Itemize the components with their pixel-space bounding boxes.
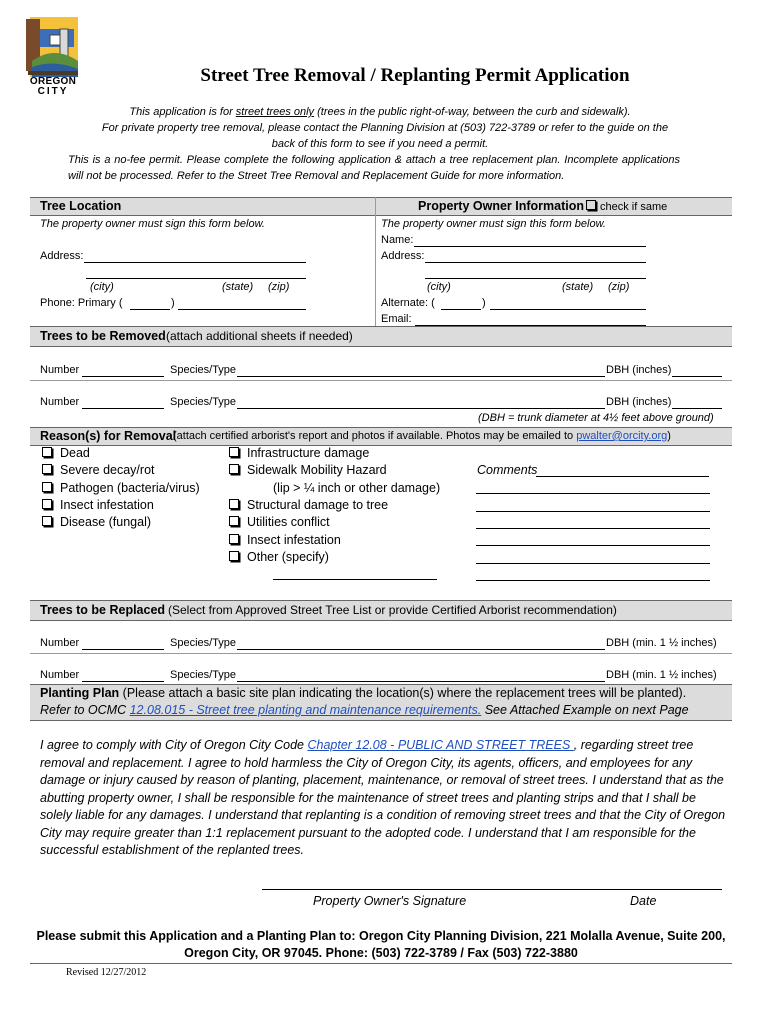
checkbox-icon xyxy=(42,464,52,474)
removed-dbh-label-1: DBH (inches) xyxy=(606,364,672,376)
replaced-header xyxy=(30,600,732,621)
owner-name-line[interactable] xyxy=(414,246,646,247)
owner-name-label: Name: xyxy=(381,234,414,246)
location-owner-header xyxy=(30,197,732,216)
reason-disease[interactable]: Disease (fungal) xyxy=(42,515,151,529)
tree-location-heading: Tree Location xyxy=(40,199,122,213)
reason-dead[interactable]: Dead xyxy=(42,446,90,460)
planting-plan-text: Planting Plan (Please attach a basic site plan indicating the location(s) where the replacement trees will be planted). xyxy=(40,686,687,700)
check-if-same[interactable]: check if same xyxy=(586,200,667,213)
owner-alternate-label: Alternate: ( xyxy=(381,297,435,309)
comments-line-5[interactable] xyxy=(476,545,710,546)
planting-plan-band xyxy=(30,684,732,721)
intro-line-1: This application is for street trees only (trees in the public right-of-way, between the curb and sidewalk). xyxy=(129,106,631,118)
intro-line-3: back of this form to see if you need a permit. xyxy=(271,138,489,150)
replaced-species-label-1: Species/Type xyxy=(170,637,237,649)
reason-insect-infestation[interactable]: Insect infestation xyxy=(42,498,154,512)
replaced-heading: Trees to be Replaced xyxy=(40,603,166,617)
alternate-area-line[interactable] xyxy=(441,309,481,310)
intro-line-2: For private property tree removal, please contact the Planning Division at (503) 722-3789 or refer to the guide on the xyxy=(101,122,669,134)
removed-header xyxy=(30,326,732,347)
row-divider xyxy=(30,653,732,654)
removed-number-line-2[interactable] xyxy=(82,408,164,409)
dbh-note: (DBH = trunk diameter at 4½ feet above ground) xyxy=(478,412,714,424)
phone-close-paren: ) xyxy=(171,297,175,309)
reason-utilities-conflict[interactable]: Utilities conflict xyxy=(229,515,330,529)
comments-line-4[interactable] xyxy=(476,528,710,529)
location-phone-label: Phone: Primary ( xyxy=(40,297,123,309)
owner-address-label: Address: xyxy=(381,250,425,262)
checkbox-icon xyxy=(229,464,239,474)
removed-dbh-line-1[interactable] xyxy=(672,376,722,377)
reason-sidewalk-hazard[interactable]: Sidewalk Mobility Hazard xyxy=(229,463,387,477)
owner-address-line-2[interactable] xyxy=(425,278,646,279)
comments-line-1[interactable] xyxy=(536,476,709,477)
alternate-close-paren: ) xyxy=(482,297,486,309)
checkbox-icon xyxy=(42,482,52,492)
phone-number-line[interactable] xyxy=(178,309,306,310)
checkbox-icon xyxy=(229,551,239,561)
reason-insect-infestation-2[interactable]: Insect infestation xyxy=(229,533,341,547)
replaced-number-line-1[interactable] xyxy=(82,649,164,650)
reasons-subheading: (attach certified arborist's report and photos if available. Photos may be emailed to pwalter@orcity.org) xyxy=(173,430,671,442)
checkbox-icon xyxy=(42,499,52,509)
logo-text-city: CITY xyxy=(37,86,69,97)
reason-structural-damage[interactable]: Structural damage to tree xyxy=(229,498,388,512)
checkbox-icon xyxy=(42,516,52,526)
reasons-header xyxy=(30,427,732,446)
replaced-species-label-2: Species/Type xyxy=(170,669,237,681)
page-title: Street Tree Removal / Replanting Permit Application xyxy=(200,65,630,86)
date-label: Date xyxy=(630,894,657,908)
other-specify-line[interactable] xyxy=(273,579,437,580)
reason-pathogen[interactable]: Pathogen (bacteria/virus) xyxy=(42,481,200,495)
owner-state-label: (state) xyxy=(562,281,594,293)
planting-refer-text: Refer to OCMC 12.08.015 - Street tree planting and maintenance requirements. See Attached Example on next Page xyxy=(40,703,689,717)
reason-infrastructure-damage[interactable]: Infrastructure damage xyxy=(229,446,369,460)
checkbox-icon xyxy=(229,447,239,457)
phone-area-line[interactable] xyxy=(130,309,170,310)
location-state-label: (state) xyxy=(222,281,254,293)
reason-other[interactable]: Other (specify) xyxy=(229,550,329,564)
replaced-subheading: (Select from Approved Street Tree List or provide Certified Arborist recommendation) xyxy=(168,603,617,617)
removed-species-line-2[interactable] xyxy=(237,408,605,409)
removed-subheading: (attach additional sheets if needed) xyxy=(166,329,353,343)
sidewalk-hazard-detail: (lip > ¼ inch or other damage) xyxy=(273,481,441,495)
row-divider xyxy=(30,380,732,381)
replaced-species-line-2[interactable] xyxy=(237,681,605,682)
checkbox-icon xyxy=(229,534,239,544)
removed-number-line-1[interactable] xyxy=(82,376,164,377)
submit-line-1: Please submit this Application and a Planting Plan to: Oregon City Planning Division, 221 Molalla Avenue, Suite 200, xyxy=(36,929,726,943)
replaced-number-label-1: Number xyxy=(40,637,80,649)
owner-note: The property owner must sign this form below. xyxy=(381,218,606,230)
removed-heading: Trees to be Removed xyxy=(40,329,166,343)
owner-heading: Property Owner Information xyxy=(418,199,584,213)
comments-label: Comments xyxy=(477,463,538,477)
location-note: The property owner must sign this form below. xyxy=(40,218,265,230)
comments-line-6[interactable] xyxy=(476,563,710,564)
checkbox-icon xyxy=(42,447,52,457)
removed-number-label-1: Number xyxy=(40,364,80,376)
agreement-paragraph: I agree to comply with City of Oregon City Code Chapter 12.08 - PUBLIC AND STREET TREES , regarding street tree removal and replacement. I agree to hold harmless the City of Oregon City, its agents, officers, and employees for any damage or injury caused by reason of planting, placement, maintenance, or removal of street trees. I understand that as the abutting property owner, I shall be responsible for the maintenance of street trees and planting strips and that I shall be solely liable for any damages. I understand that replanting is a condition of removing street trees and that the City of Oregon City may require greater than 1:1 replacement pursuant to the adopted code. I understand that I am responsible for the successful establishment of the replanted trees. xyxy=(40,738,726,857)
comments-line-3[interactable] xyxy=(476,511,710,512)
email-link[interactable]: pwalter@orcity.org xyxy=(576,430,668,442)
owner-email-label: Email: xyxy=(381,313,412,325)
column-divider xyxy=(375,197,376,327)
removed-species-label-2: Species/Type xyxy=(170,396,237,408)
removed-species-label-1: Species/Type xyxy=(170,364,237,376)
comments-line-7[interactable] xyxy=(476,580,710,581)
alternate-number-line[interactable] xyxy=(490,309,646,310)
removed-dbh-line-2[interactable] xyxy=(672,408,722,409)
location-address-label: Address: xyxy=(40,250,84,262)
footer-divider xyxy=(30,963,732,964)
logo-text-oregon: OREGON xyxy=(29,76,77,87)
ocmc-link[interactable]: 12.08.015 - Street tree planting and maintenance requirements. xyxy=(129,703,482,717)
chapter-link[interactable]: Chapter 12.08 - PUBLIC AND STREET TREES xyxy=(307,738,574,752)
location-address-line-2[interactable] xyxy=(86,278,306,279)
replaced-number-line-2[interactable] xyxy=(82,681,164,682)
replaced-number-label-2: Number xyxy=(40,669,80,681)
replaced-dbh-label-2: DBH (min. 1 ½ inches) xyxy=(606,669,717,681)
checkbox-icon xyxy=(229,516,239,526)
comments-line-2[interactable] xyxy=(476,493,710,494)
location-city-label: (city) xyxy=(90,281,114,293)
signature-line[interactable] xyxy=(262,889,722,890)
submit-line-2: Oregon City, OR 97045. Phone: (503) 722-3789 / Fax (503) 722-3880 xyxy=(184,946,578,960)
removed-number-label-2: Number xyxy=(40,396,80,408)
reasons-heading: Reason(s) for Removal xyxy=(40,429,177,443)
checkbox-icon xyxy=(586,200,596,210)
intro-paragraph: This is a no-fee permit. Please complete the following application & attach a tree replacement plan. Incomplete applications will not be processed. Refer to the Street Tree Removal and Replacement Guide for more information. xyxy=(68,154,680,182)
signature-label: Property Owner's Signature xyxy=(313,894,467,908)
revised-date: Revised 12/27/2012 xyxy=(66,967,147,978)
removed-dbh-label-2: DBH (inches) xyxy=(606,396,672,408)
owner-city-label: (city) xyxy=(427,281,451,293)
removed-species-line-1[interactable] xyxy=(237,376,605,377)
checkbox-icon xyxy=(229,499,239,509)
owner-address-line[interactable] xyxy=(425,262,646,263)
replaced-dbh-label-1: DBH (min. 1 ½ inches) xyxy=(606,637,717,649)
owner-zip-label: (zip) xyxy=(608,281,630,293)
location-address-line[interactable] xyxy=(84,262,306,263)
reason-severe-decay[interactable]: Severe decay/rot xyxy=(42,463,155,477)
replaced-species-line-1[interactable] xyxy=(237,649,605,650)
location-zip-label: (zip) xyxy=(268,281,290,293)
